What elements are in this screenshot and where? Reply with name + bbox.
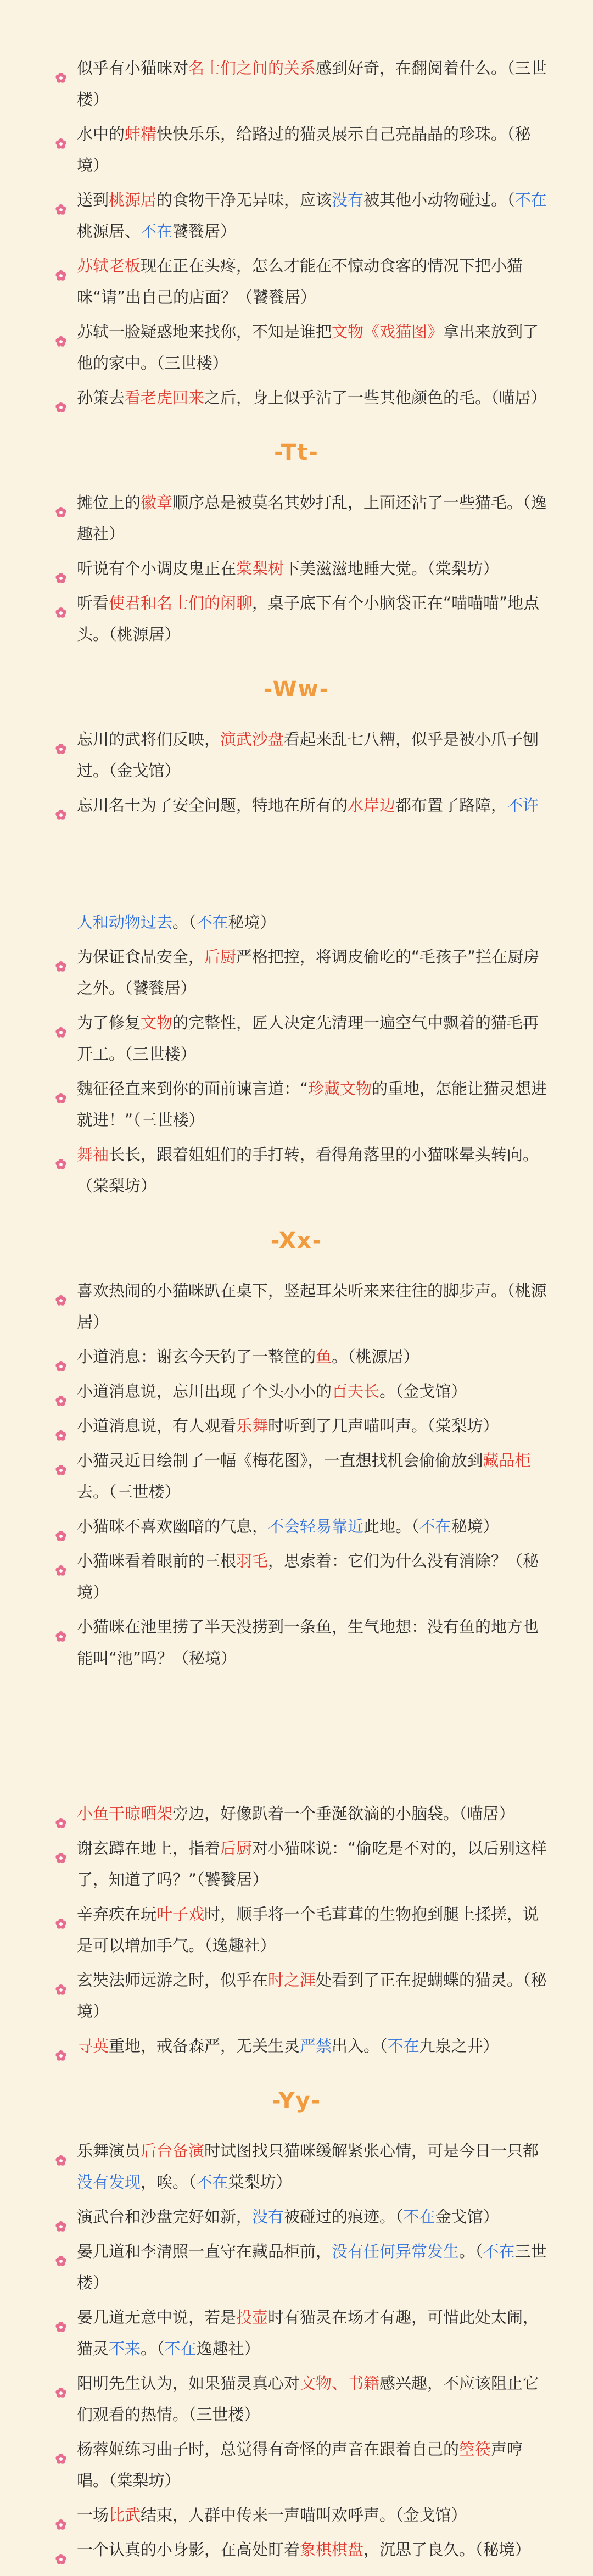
negation-keyword: 人和动物过去 (77, 913, 173, 932)
flower-bullet-icon (55, 1421, 67, 1433)
clue-item (77, 1965, 549, 2027)
highlight-keyword: 文物、书籍 (300, 2374, 380, 2393)
clue-text: 为了修复 (77, 1013, 141, 1032)
highlight-keyword: 藏品柜 (483, 1451, 531, 1470)
clue-item (77, 1341, 549, 1373)
clue-text: 。（桃源居） (332, 1347, 419, 1366)
clue-item (77, 941, 549, 1004)
clue-item (77, 2201, 549, 2233)
flower-bullet-icon (55, 1286, 67, 1298)
flower-bullet-icon (55, 498, 67, 510)
clue-text: 的重地，怎能让猫灵想进就进！”（三世楼） (77, 1079, 547, 1129)
highlight-keyword: 后台备演 (141, 2142, 205, 2160)
flower-bullet-icon (55, 800, 67, 812)
negation-keyword: 不会轻易靠近 (268, 1517, 364, 1536)
clue-text: 阳明先生认为，如果猫灵真心对 (77, 2374, 300, 2393)
clue-text: ，思索着：它们为什么没有消除？（秘境） (77, 1552, 539, 1602)
clue-text: 九泉之井） (419, 2037, 499, 2055)
clue-text: 忘川名士为了安全问题，特地在所有的 (77, 796, 348, 815)
flower-bullet-icon (55, 734, 67, 746)
clue-text: 一个认真的小身影，在高处盯着 (77, 2540, 300, 2559)
section-heading: -Ww- (263, 677, 330, 702)
clue-item (77, 1410, 549, 1442)
clue-text: 小猫咪不喜欢幽暗的气息， (77, 1517, 268, 1536)
highlight-keyword: 小鱼干晾晒架 (77, 1804, 173, 1823)
flower-bullet-icon (55, 1386, 67, 1398)
flower-bullet-icon (55, 63, 67, 75)
highlight-keyword: 寻英 (77, 2037, 109, 2055)
flower-bullet-icon (55, 2212, 67, 2224)
clue-text: 感到好奇，在翻阅着什么。（三世楼） (77, 59, 547, 109)
clue-text: 的食物干净无异味，应该 (156, 191, 332, 209)
clue-item (77, 1073, 549, 1136)
clue-item (77, 1899, 549, 1961)
clue-item (77, 1275, 549, 1338)
section-heading: -Yy- (271, 2088, 322, 2114)
flower-bullet-icon (55, 1456, 67, 1468)
negation-keyword: 不来 (109, 2339, 141, 2358)
flower-bullet-icon (55, 1975, 67, 1987)
clue-text: 小道消息说，有人观看 (77, 1417, 237, 1435)
flower-bullet-icon (55, 2312, 67, 2324)
clue-text: 结束，人群中传来一声喵叫欢呼声。（金戈馆） (141, 2506, 467, 2524)
highlight-keyword: 鱼 (316, 1347, 332, 1366)
clue-text: 送到 (77, 191, 109, 209)
highlight-keyword: 看老虎回来 (125, 388, 205, 407)
flower-bullet-icon (55, 2444, 67, 2456)
flower-bullet-icon (55, 564, 67, 576)
clue-item (77, 1007, 549, 1070)
highlight-keyword: 乐舞 (236, 1417, 268, 1435)
flower-bullet-icon (55, 1352, 67, 1364)
clue-text: 三世楼） (77, 2242, 547, 2292)
clue-text: 顺序总是被莫名其妙打乱，上面还沾了一些猫毛。（逸趣社） (77, 493, 547, 543)
clue-text: 重地，戒备森严，无关生灵 (109, 2037, 300, 2055)
negation-keyword: 没有任何异常发生 (332, 2242, 460, 2261)
flower-bullet-icon (55, 2041, 67, 2053)
highlight-keyword: 徽章 (141, 493, 173, 512)
flower-bullet-icon (55, 327, 67, 339)
clue-text: 魏征径直来到你的面前谏言道：“ (77, 1079, 309, 1098)
highlight-keyword: 水岸边 (348, 796, 396, 815)
clue-text: 苏轼一脸疑惑地来找你，不知是谁把 (77, 322, 332, 341)
clue-text: 去。（三世楼） (77, 1482, 181, 1501)
clue-item (77, 2500, 549, 2531)
clue-text: 下美滋滋地睡大觉。（棠梨坊） (284, 559, 499, 578)
clue-text: 一场 (77, 2506, 109, 2524)
negation-keyword: 不在 (403, 2207, 435, 2226)
clue-text: 小猫咪看着眼前的三根 (77, 1552, 237, 1570)
flower-bullet-icon (55, 393, 67, 405)
negation-keyword: 不在 (196, 913, 228, 932)
clue-text: 出入。（ (332, 2037, 388, 2055)
highlight-keyword: 文物 (141, 1013, 173, 1032)
clue-item (77, 2302, 549, 2365)
highlight-keyword: 苏轼老板 (77, 257, 141, 275)
clue-text: 之后，身上似乎沾了一些其他颜色的毛。（喵居） (204, 388, 547, 407)
flower-bullet-icon (55, 1521, 67, 1534)
clue-text: 严格把控，将调皮偷吃的“毛孩子”拦在厨房之外。（饕餮居） (77, 947, 540, 997)
highlight-keyword: 象棋棋盘 (300, 2540, 364, 2559)
clue-item (77, 1833, 549, 1895)
negation-keyword: 不在 (141, 222, 173, 241)
clue-item (77, 2368, 549, 2430)
clue-text: 。（ (459, 2242, 483, 2261)
clue-text: ，桌子底下有个小脑袋正在“喵喵喵”地点头。（桃源居） (77, 594, 540, 644)
highlight-keyword: 舞袖 (77, 1145, 109, 1164)
clue-text: 摊位上的 (77, 493, 141, 512)
clue-text: 水中的 (77, 125, 125, 143)
clue-text: 的完整性，匠人决定先清理一遍空气中飘着的猫毛再开工。（三世楼） (77, 1013, 539, 1063)
clue-text: 被其他小动物碰过。（ (363, 191, 515, 209)
highlight-keyword: 箜篌 (459, 2440, 491, 2458)
clue-text: 声哼唱。（棠梨坊） (77, 2440, 523, 2490)
clue-list (0, 724, 549, 821)
clue-text: 乐舞演员 (77, 2142, 141, 2160)
clue-text: 谢玄蹲在地上，指着 (77, 1839, 221, 1858)
clue-item (77, 316, 549, 379)
clue-text: 处看到了正在捉蝴蝶的猫灵。（秘境） (77, 1971, 547, 2021)
highlight-keyword: 百夫长 (332, 1382, 380, 1401)
flower-bullet-icon (55, 261, 67, 273)
negation-keyword: 没有 (332, 191, 364, 209)
clue-item (77, 487, 549, 550)
clue-list (0, 1275, 549, 1674)
section-heading: -Tt- (274, 440, 319, 465)
clue-item (77, 2534, 549, 2566)
clue-text: 时听到了几声喵叫声。（棠梨坊） (268, 1417, 499, 1435)
clue-item (77, 2135, 549, 2198)
clue-text: 为保证食品安全， (77, 947, 205, 966)
clue-list (0, 1798, 549, 2062)
clue-text: 感兴趣，不应该阻止它们观看的热情。（三世楼） (77, 2374, 539, 2424)
flower-bullet-icon (55, 129, 67, 141)
clue-text: 桃源居、 (77, 222, 141, 241)
clue-text: 喜欢热闹的小猫咪趴在桌下，竖起耳朵听来来往往的脚步声。（桃源居） (77, 1281, 547, 1331)
clue-item (77, 119, 549, 181)
highlight-keyword: 后厨 (220, 1839, 253, 1858)
highlight-keyword: 棠梨树 (236, 559, 284, 578)
clue-text: 时试图找只猫咪缓解紧张心情，可是今日一只都 (204, 2142, 539, 2160)
flower-bullet-icon (55, 1084, 67, 1096)
clue-item (77, 1511, 549, 1542)
highlight-keyword: 时之涯 (268, 1971, 316, 1989)
clue-text: 金戈馆） (435, 2207, 499, 2226)
clue-text: 现在正在头疼，怎么才能在不惊动食客的情况下把小猫咪“请”出自己的店面？（饕餮居） (77, 257, 523, 306)
flower-bullet-icon (55, 195, 67, 207)
clue-item (77, 382, 549, 414)
clue-item (77, 790, 549, 821)
flower-bullet-icon (55, 2378, 67, 2390)
flower-bullet-icon (55, 952, 67, 964)
highlight-keyword: 桃源居 (109, 191, 157, 209)
clue-text: 拿出来放到了他的家中。（三世楼） (77, 322, 539, 372)
clue-item (77, 250, 549, 313)
clue-text: 快快乐乐，给路过的猫灵展示自己亮晶晶的珍珠。（秘境） (77, 125, 531, 175)
clue-item (77, 53, 549, 115)
highlight-keyword: 羽毛 (236, 1552, 268, 1570)
clue-text: 。（ (141, 2339, 165, 2358)
clue-text: 时，顺手将一个毛茸茸的生物抱到腿上揉搓，说是可以增加手气。（逸趣社） (77, 1905, 539, 1955)
negation-keyword: 没有发现 (77, 2173, 141, 2192)
clue-text: 秘境） (451, 1517, 499, 1536)
clue-item (77, 2434, 549, 2496)
clue-text: 。（金戈馆） (379, 1382, 467, 1401)
clue-item (77, 1798, 549, 1830)
clue-text: 长长，跟着姐姐们的手打转，看得角落里的小猫咪晕头转向。（棠梨坊） (77, 1145, 539, 1195)
clue-text: 旁边，好像趴着一个垂涎欲滴的小脑袋。（喵居） (172, 1804, 515, 1823)
clue-text: 被碰过的痕迹。（ (284, 2207, 404, 2226)
negation-keyword: 不在 (164, 2339, 197, 2358)
clue-text: 看起来乱七八糟，似乎是被小爪子刨过。（金戈馆） (77, 730, 539, 780)
clue-text: 晏几道无意中说，若是 (77, 2308, 237, 2327)
highlight-keyword: 蚌精 (125, 125, 157, 143)
negation-keyword: 不在 (419, 1517, 451, 1536)
clue-text: 对小猫咪说：“偷吃是不对的，以后别这样了，知道了吗？”（饕餮居） (77, 1839, 547, 1889)
clue-item (77, 907, 549, 938)
highlight-keyword: 名士们之间的关系 (188, 59, 316, 77)
clue-item (77, 1139, 549, 1202)
flower-bullet-icon (55, 1018, 67, 1030)
flower-bullet-icon (55, 598, 67, 610)
clue-item (77, 2031, 549, 2062)
clue-item (77, 1445, 549, 1508)
clue-text: 辛弃疾在玩 (77, 1905, 157, 1923)
clue-text: 都布置了路障， (395, 796, 507, 815)
clue-text: 小道消息：谢玄今天钓了一整筐的 (77, 1347, 316, 1366)
clue-text: 似乎有小猫咪对 (77, 59, 189, 77)
negation-keyword: 没有 (252, 2207, 284, 2226)
clue-text: 。（ (172, 913, 197, 932)
clue-text: 晏几道和李清照一直守在藏品柜前， (77, 2242, 332, 2261)
clue-text: 棠梨坊） (228, 2173, 292, 2192)
clue-item (77, 1546, 549, 1608)
negation-keyword: 不在 (387, 2037, 419, 2055)
clue-item (77, 1376, 549, 1407)
negation-keyword: 不许 (507, 796, 539, 815)
highlight-keyword: 珍藏文物 (308, 1079, 372, 1098)
clue-item (77, 724, 549, 787)
clue-text: 小猫灵近日绘制了一幅《梅花图》，一直想找机会偷偷放到 (77, 1451, 483, 1470)
clue-item (77, 588, 549, 650)
flower-bullet-icon (55, 2146, 67, 2158)
clue-text: 小猫咪在池里捞了半天没捞到一条鱼，生气地想：没有鱼的地方也能叫“池”吗？（秘境） (77, 1618, 539, 1668)
clue-text: 忘川的武将们反映， (77, 730, 221, 749)
highlight-keyword: 叶子戏 (156, 1905, 205, 1923)
clue-text: 秘境） (228, 913, 276, 932)
clue-list (0, 907, 549, 1202)
flower-bullet-icon (55, 2246, 67, 2259)
highlight-keyword: 后厨 (204, 947, 237, 966)
flower-bullet-icon (55, 1150, 67, 1162)
highlight-keyword: 投壶 (236, 2308, 268, 2327)
clue-text: 演武台和沙盘完好如新， (77, 2207, 253, 2226)
clue-text: ，沉思了良久。（秘境） (363, 2540, 531, 2559)
highlight-keyword: 文物《戏猫图》 (332, 322, 444, 341)
flower-bullet-icon (55, 2545, 67, 2557)
flower-bullet-icon (55, 1843, 67, 1855)
flower-bullet-icon (55, 1556, 67, 1568)
clue-text: 孙策去 (77, 388, 125, 407)
highlight-keyword: 比武 (109, 2506, 141, 2524)
clue-item (77, 2236, 549, 2299)
clue-text: 杨蓉姬练习曲子时，总觉得有奇怪的声音在跟着自己的 (77, 2440, 460, 2458)
clue-item (77, 553, 549, 584)
clue-text: 饕餮居） (172, 222, 237, 241)
clue-list (0, 2135, 549, 2566)
section-heading: -Xx- (270, 1228, 323, 1253)
flower-bullet-icon (55, 1909, 67, 1921)
clue-text: 小道消息说，忘川出现了个头小小的 (77, 1382, 332, 1401)
highlight-keyword: 使君和名士们的闲聊 (109, 594, 253, 612)
clue-item (77, 185, 549, 247)
flower-bullet-icon (55, 2510, 67, 2522)
highlight-keyword: 演武沙盘 (220, 730, 284, 749)
clue-list (0, 53, 549, 414)
clue-text: 时有猫灵在场才有趣，可惜此处太闹，猫灵 (77, 2308, 539, 2358)
clue-list (0, 487, 549, 650)
clue-text: 玄奘法师远游之时，似乎在 (77, 1971, 268, 1989)
clue-text: 此地。（ (363, 1517, 419, 1536)
flower-bullet-icon (55, 1809, 67, 1821)
clue-text: 听看 (77, 594, 109, 612)
negation-keyword: 不在 (483, 2242, 515, 2261)
flower-bullet-icon (55, 1622, 67, 1634)
negation-keyword: 不在 (196, 2173, 228, 2192)
clue-text: 听说有个小调皮鬼正在 (77, 559, 237, 578)
negation-keyword: 不在 (514, 191, 547, 209)
negation-keyword: 严禁 (300, 2037, 332, 2055)
clue-text: 逸趣社） (196, 2339, 260, 2358)
clue-text: ，唉。（ (141, 2173, 197, 2192)
clue-item (77, 1612, 549, 1674)
